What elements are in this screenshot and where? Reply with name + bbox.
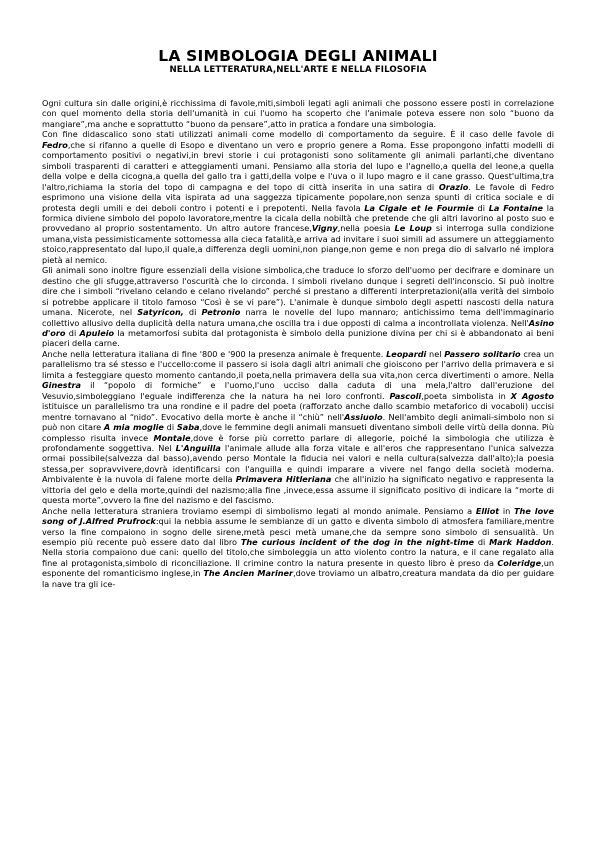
paragraph-text: ,nella poesia (337, 223, 395, 234)
paragraph-text: ,dove è forse più corretto parlare di allegorie, poiché la simbologia che utilizza è profondamente soggettiva. Nel (42, 432, 554, 453)
paragraph (42, 349, 554, 506)
paragraph-text: crea un parallelismo tra sé stesso e l'uccello:come il passero si isola dagli altri animali che gioiscono per l'arrivo della primavera e si limita a festeggiare questo momento cantando,il poeta,nella primavera della sua vita,non cerca divertimenti o amore. Nella (42, 348, 554, 380)
paragraph-text: istituisce un parallelismo tra una rondine e il padre del poeta (rafforzato anche dallo scambio metaforico di vocaboli) uccisi mentre tornavano al “nido”. Evocativo della morte è anche il “chiù” nell' (42, 401, 554, 422)
paragraph-text: di (163, 422, 177, 433)
emphasized-reference: Le Loup (394, 223, 432, 234)
paragraph-text: l'animale allude alla forza vitale e all'eros che rappresentano l'unica salvezza ormai possibile(salvezza dal basso),avendo perso Montale la fiducia nei valori e nella cultura(salvezza dall'alto);la poesia stessa,per sopravvivere,dovrà identificarsi con l'anguilla e quindi imparare a vivere nel fango della società moderna. Ambivalente è la nuvola di falene morte della (42, 442, 554, 485)
emphasized-reference: Orazio (438, 181, 469, 192)
document-body (42, 98, 554, 589)
emphasized-reference: Mark Haddon (489, 537, 552, 548)
paragraph-text: ,che si rifanno a quelle di Esopo e diventano un vero e proprio genere a Roma. Esse propongono infatti modelli di comportamento positivi o negativi,in brevi storie i cui protagonisti sono solitamente gli animali parlanti,che diventano simboli trasparenti di caratteri e atteggiamenti umani. Pensiamo alla storia del lupo e l'agnello,a quella del leone,a quella della volpe e della cicogna,a quella del gallo tra i gatti,della volpe e l'uva o il lupo magro e il cane grasso. Quest'ultima,tra l'altro,richiama la storia del topo di campagna e del topo di città inserita in una satira di (42, 139, 554, 192)
paragraph-text: ,dove le femmine degli animali mansueti diventano simboli delle virtù della donna. Più complesso risulta invece (42, 422, 554, 443)
emphasized-reference: Passero solitario (444, 348, 521, 359)
emphasized-reference: L'Anguilla (175, 442, 221, 453)
paragraph-text: in (499, 505, 515, 516)
emphasized-reference: Saba (176, 422, 200, 433)
emphasized-reference: Leopardi (386, 348, 427, 359)
emphasized-reference: Asino d'oro (42, 317, 554, 338)
paragraph-text: ,poeta simbolista in (421, 390, 511, 401)
paragraph-text: Ogni cultura sin dalle origini,è ricchissima di favole,miti,simboli legati agli animali che possono essere posti in correlazione con quel momento della storia dell'umanità in cui l'uomo ha scoperto che l'animale poteva essere non solo “buono da mangiare”,ma anche e soprattutto “buono da pensare”,atto in pratica a fondare una simbologia. (42, 98, 554, 129)
paragraph-text: di (474, 537, 490, 548)
emphasized-reference: Fedro (42, 139, 68, 150)
emphasized-reference: Elliot (475, 505, 500, 516)
paragraph (42, 98, 554, 129)
emphasized-reference: Assiuolo (344, 411, 383, 422)
emphasized-reference: A mia moglie (103, 422, 164, 433)
paragraph-text: ,dove troviamo un albatro,creatura mandata da dio per guidare la nave tra gli ice- (42, 568, 554, 589)
paragraph-text: . Le favole di Fedro esprimono una visione della vita ispirata ad una saggezza tipicamente popolare,non senza spunti di critica sociale e di protesta degli umili e dei deboli contro i potenti e i prepotenti. Nella favola (42, 181, 554, 213)
paragraph-text: . Nella storia compaiono due cani: quello del titolo,che simboleggia un atto violento contro la natura, e il cane regalato alla fine al protagonista,simbolo di riconciliazione. Il crimine contro la natura presente in questo libro è preso da (42, 537, 554, 568)
paragraph (42, 265, 554, 349)
paragraph-text: di (183, 307, 202, 318)
emphasized-reference: Vigny (311, 223, 338, 234)
paragraph-text: Anche nella letteratura straniera troviamo esempi di simbolismo legati al mondo animale. Pensiamo a (42, 505, 476, 516)
paragraph-text: ,un esponente del romanticismo inglese,in (42, 557, 554, 579)
emphasized-reference: Petronio (201, 307, 241, 318)
paragraph (42, 506, 554, 590)
paragraph-text: la formica diviene simbolo del popolo lavoratore,mentre la cicala della nobiltà che pretende che gli altri lavorino al posto suo e provvedano al proprio sostentamento. Un altro autore francese, (42, 202, 554, 234)
page-title: LA SIMBOLOGIA DEGLI ANIMALI (158, 47, 438, 65)
paragraph-text: Anche nella letteratura italiana di fine '800 e '900 la presenza animale è frequente. (42, 348, 387, 359)
paragraph-text: il “popolo di formiche” e l'uomo,l'uno ucciso dalla caduta di una mela,l'altro dall'eruzione del Vesuvio,simboleggiano l'eguale indifferenza che la natura ha nei loro confronti. (42, 380, 554, 401)
paragraph-text: la metamorfosi subita dal protagonista è simbolo della punizione divina per chi si è abbandonato ai beni piaceri della carne. (42, 327, 554, 349)
emphasized-reference: La Cigale et le Fourmie (364, 202, 474, 213)
emphasized-reference: Coleridge (497, 557, 542, 568)
emphasized-reference: X Agosto (510, 390, 554, 401)
emphasized-reference: La Fontaine (488, 202, 544, 213)
paragraph-text: . Nell'ambito degli animali-simbolo non si può non citare (42, 411, 554, 433)
paragraph-text: che all'inizio ha significato negativo e rappresenta la vittoria del gelo e della morte,quindi del nazismo;alla fine ,invece,essa assume il significato positivo di indicare la “morte di questa morte”,ovvero la fine del nazismo e del fascismo. (42, 474, 554, 506)
emphasized-reference: Ginestra (42, 380, 81, 391)
emphasized-reference: Montale (153, 432, 191, 443)
paragraph-text: :qui la nebbia assume le sembianze di un gatto e diventa simbolo di atmosfera familiare,mentre verso la fine compaiono in sogno delle sirene,metà pesci metà umane,che da sempre sono simbolo di sensualità. Un esempio più recente può essere dato dal libro (42, 516, 554, 548)
paragraph (42, 129, 554, 265)
paragraph-text: nel (426, 348, 445, 359)
emphasized-reference: Apuleio (79, 327, 115, 338)
paragraph-text: Con fine didascalico sono stati utilizzati animali come modello di comportamento da seguire. È il caso delle favole di (42, 129, 554, 140)
page-subtitle: NELLA LETTERATURA,NELL'ARTE E NELLA FILOSOFIA (169, 65, 427, 75)
emphasized-reference: The love song of J.Alfred Prufrock (42, 505, 554, 527)
paragraph-text: di (473, 202, 489, 213)
emphasized-reference: Satyricon, (137, 307, 184, 318)
paragraph-text: narra le novelle del lupo mannaro; antichissimo tema dell'immaginario collettivo allusivo della duplicità della natura umana,che oscilla tra i due opposti di calma a incontrollata violenza. Nell' (42, 307, 555, 328)
paragraph-text: si interroga sulla condizione umana,vista pessimisticamente sottomessa alla cieca fatalità,e arriva ad invitare i suoi simili ad assumere un atteggiamento stoico,rappresentato dal lupo,il quale,a differenza degli uomini,non piange,non geme e non prega dio di salvarlo né implora pietà al nemico. (42, 223, 554, 265)
emphasized-reference: Primavera Hitleriana (235, 474, 332, 485)
paragraph-text: Gli animali sono inoltre figure essenziali della visione simbolica,che traduce lo sforzo dell'uomo per decifrare e dominare un destino che gli sfugge,attraverso l'oscurità che lo circonda. I simboli rivelano dunque i segreti dell'inconscio. Si può inoltre dire che i simboli “rivelano celando e celano rivelando” perché si prestano a differenti interpretazioni(alla verità del simbolo si potrebbe applicare il titolo famoso “Così è se vi pare”). L'animale è dunque simbolo degli aspetti nascosti della natura umana. Nicerote, nel (42, 265, 554, 318)
emphasized-reference: The curious incident of the dog in the night-time (240, 537, 475, 548)
emphasized-reference: The Ancien Mariner (203, 568, 294, 579)
paragraph-text: di (65, 327, 80, 338)
emphasized-reference: Pascoli (389, 390, 422, 401)
